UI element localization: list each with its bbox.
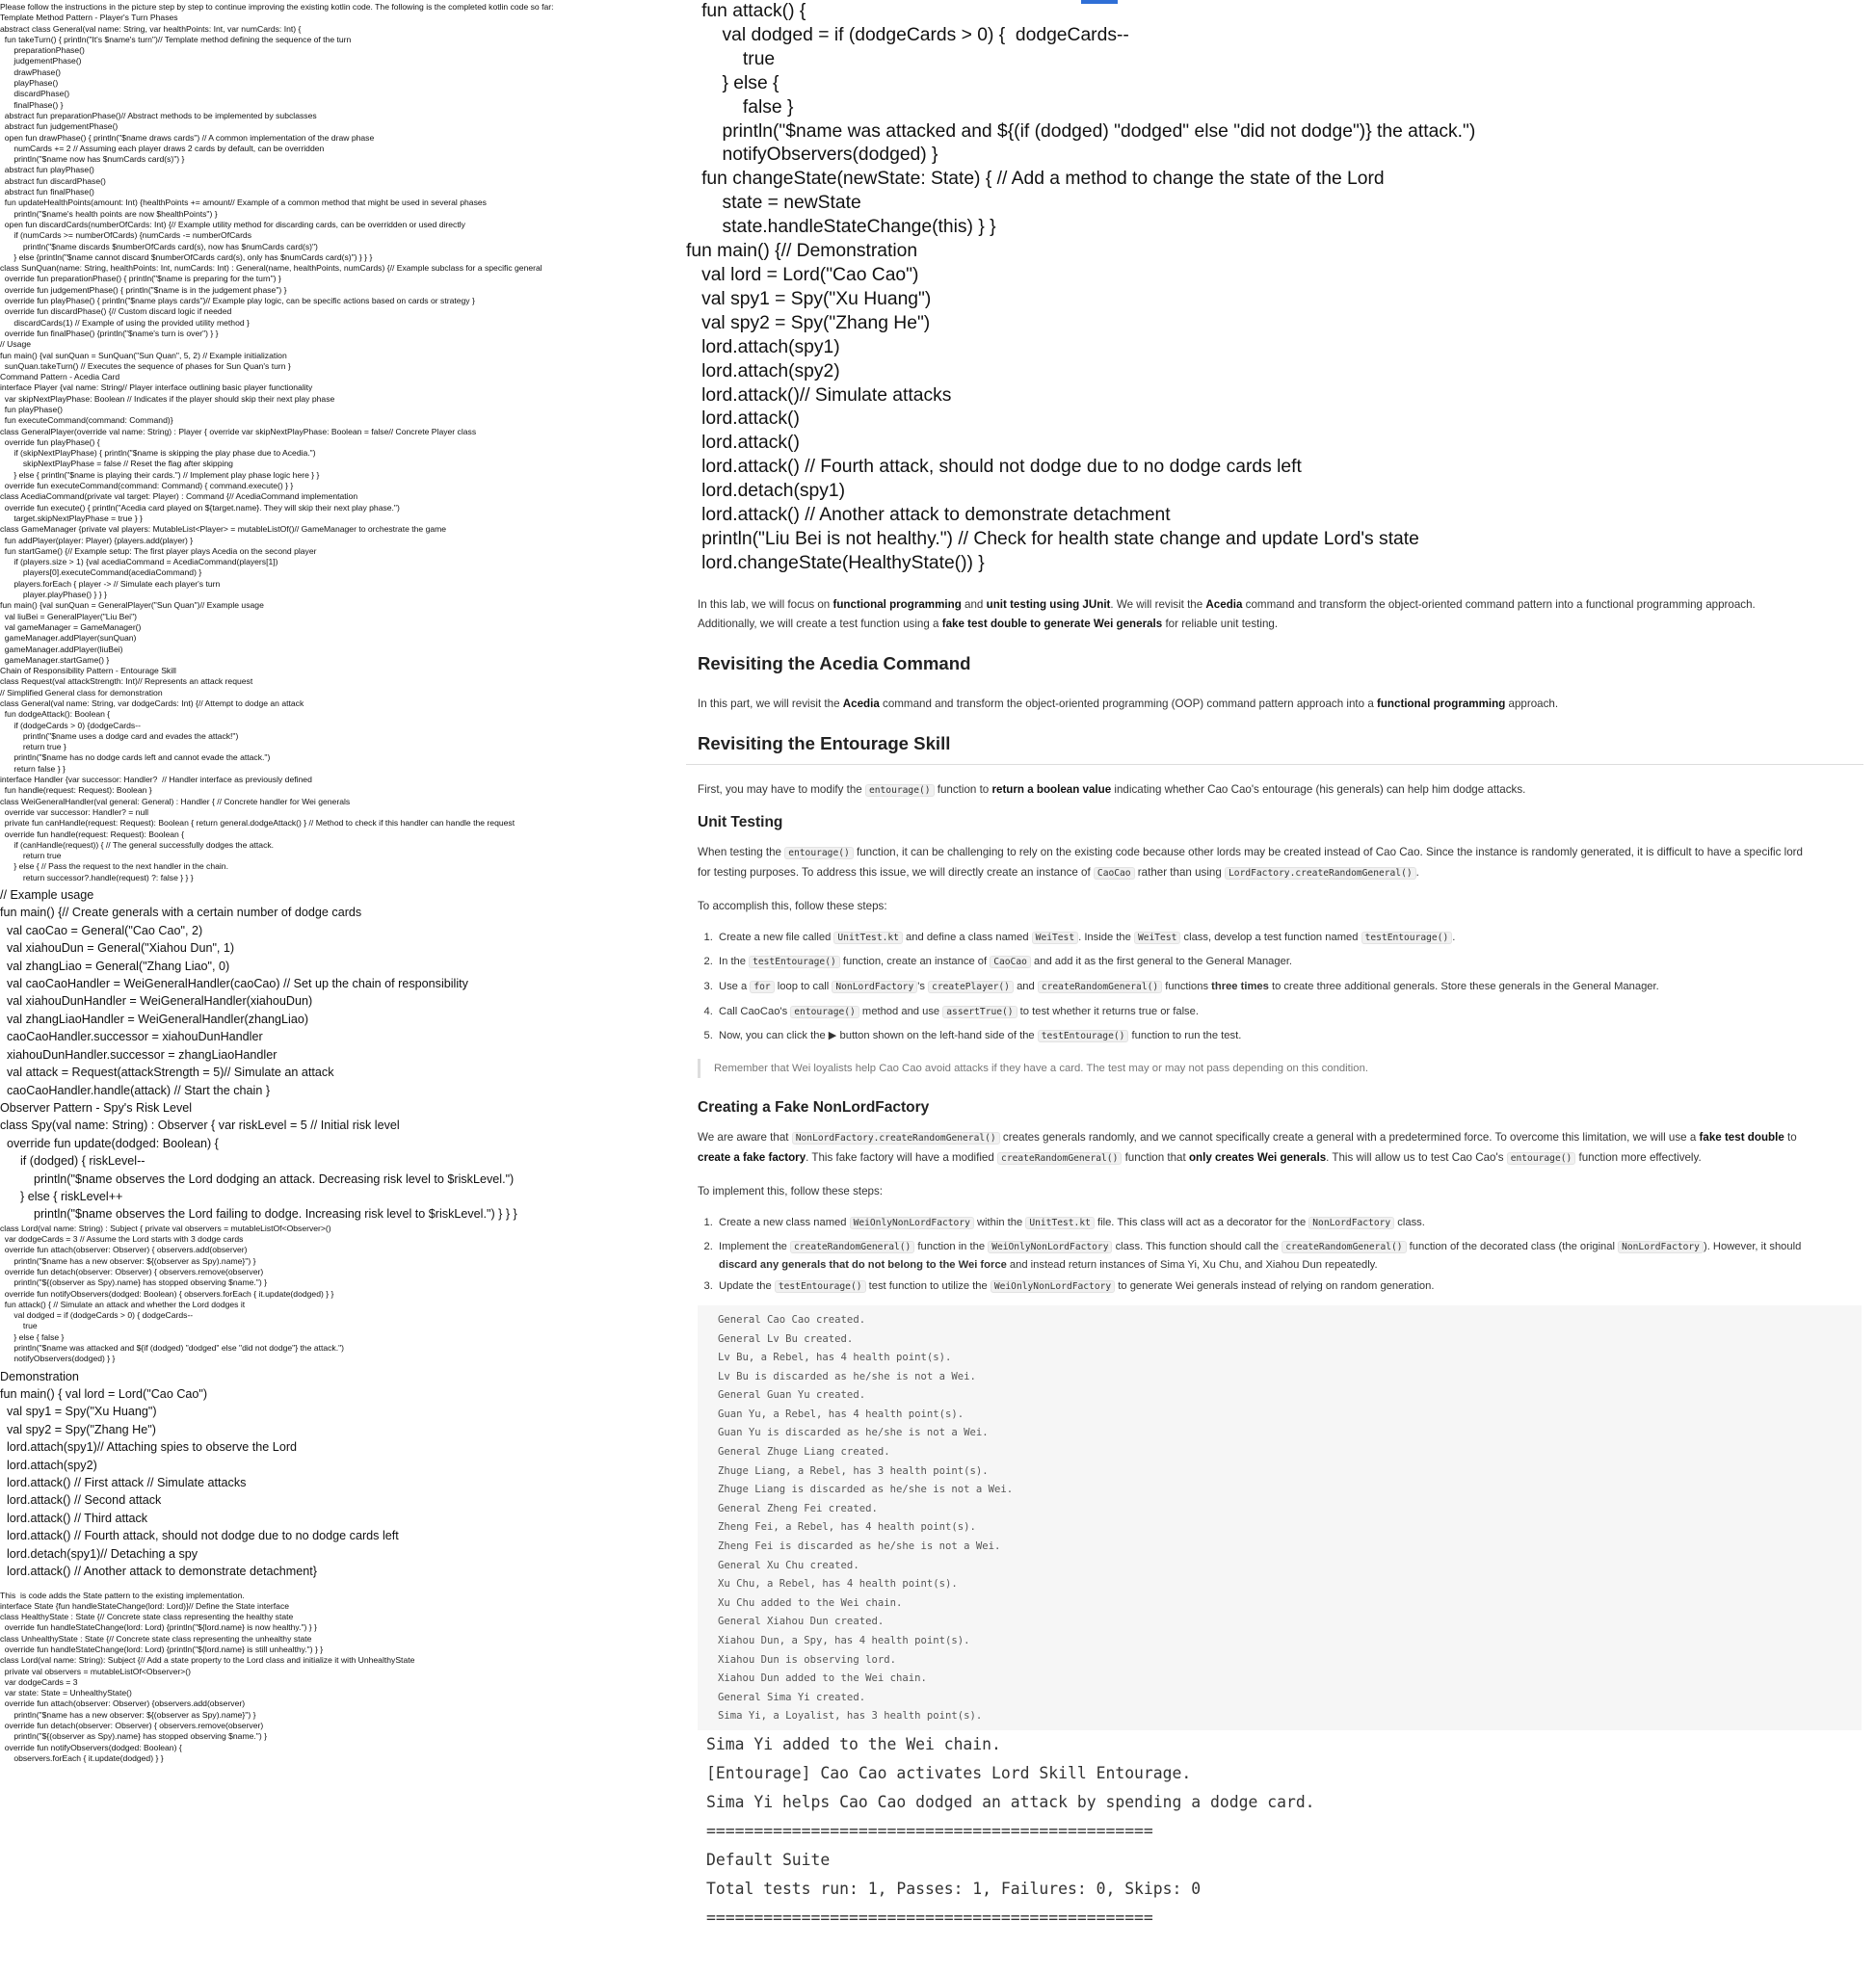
code-line: return successor?.handle(request) ?: false } } } — [0, 872, 194, 882]
list-item: 3. Use a for loop to call NonLordFactory 's createPlayer() and createRandomGeneral() functions three times to create three additional generals. Store these generals in the General Manager. — [716, 975, 1872, 1000]
kotlin-code-block-4 — [0, 1368, 679, 1581]
code-line: class Lord(val name: String) : Subject { private val observers = mutableListOf<Observer>() — [0, 1223, 331, 1233]
code-line: gameManager.startGame() } — [0, 654, 110, 665]
code-line: preparationPhase() — [0, 45, 85, 56]
code-line: override fun attach(observer: Observer) {observers.add(observer) — [0, 1698, 246, 1709]
code-line: interface State {fun handleStateChange(lord: Lord)}// Define the State interface — [0, 1600, 290, 1611]
console-line: General Zheng Fei created. — [718, 1502, 878, 1514]
code-line: if (players.size > 1) {val acediaCommand = AcediaCommand(players[1]) — [0, 557, 278, 567]
code-line: fun main() {val sunQuan = GeneralPlayer("Sun Quan")// Example usage — [0, 600, 264, 611]
unit-testing-steps — [686, 926, 1872, 1049]
code-line: lord.attach(spy1) — [686, 336, 840, 357]
code-line: println("$name's health points are now $healthPoints") } — [0, 208, 218, 219]
output-line: Default Suite — [706, 1850, 831, 1869]
code-line: val spy2 = Spy("Zhang He") — [686, 312, 931, 333]
code-line: Observer Pattern - Spy's Risk Level — [0, 1100, 193, 1115]
code-line: fun main() {// Create generals with a certain number of dodge cards — [0, 906, 362, 920]
output-line: Sima Yi helps Cao Cao dodged an attack by spending a dodge card. — [706, 1792, 1315, 1811]
code-line: judgementPhase() — [0, 56, 82, 66]
list-item: 2. Implement the createRandomGeneral() function in the WeiOnlyNonLordFactory class. This function should call the createRandomGeneral() function of the decorated class (the original NonLordFactory ). However, it should discard any generals that do not belong to the Wei force and instead return instances of Sima Yi, Xu Chu, and Xiahou Dun repeatedly. — [716, 1235, 1872, 1275]
code-line: class HealthyState : State {// Concrete state class representing the healthy state — [0, 1612, 294, 1622]
code-line: val lord = Lord("Cao Cao") — [686, 264, 919, 285]
code-line: println("$name discards $numberOfCards card(s), now has $numCards card(s)") — [0, 241, 318, 251]
code-line: println("$name has no dodge cards left and cannot evade the attack.") — [0, 752, 271, 763]
code-line: lord.attack() — [686, 408, 800, 430]
console-line: Zheng Fei, a Rebel, has 4 health point(s). — [718, 1521, 976, 1534]
code-line: state = newState — [686, 193, 861, 214]
code-line: val xiahouDunHandler = WeiGeneralHandler(xiahouDun) — [0, 994, 313, 1009]
code-line: fun attack() { // Simulate an attack and whether the Lord dodges it — [0, 1299, 246, 1309]
console-line: Xiahou Dun added to the Wei chain. — [718, 1672, 927, 1685]
code-line: val dodged = if (dodgeCards > 0) { dodgeCards-- — [686, 24, 1129, 45]
code-line: state.handleStateChange(this) } } — [686, 217, 996, 238]
code-line: lord.attack() // Third attack — [0, 1511, 148, 1525]
code-line: } else { riskLevel++ — [0, 1189, 123, 1203]
console-line: General Guan Yu created. — [718, 1389, 866, 1402]
console-line: General Zhuge Liang created. — [718, 1446, 890, 1459]
code-line: gameManager.addPlayer(liuBei) — [0, 644, 123, 654]
kotlin-code-block-1 — [0, 2, 679, 883]
code-line: lord.attack() // Fourth attack, should not dodge due to no dodge cards left — [686, 457, 1302, 478]
code-line: var dodgeCards = 3 // Assume the Lord starts with 3 dodge cards — [0, 1234, 244, 1245]
code-line: // Simplified General class for demonstration — [0, 687, 163, 697]
link-highlight[interactable] — [1081, 0, 1118, 17]
code-line: if (dodged) { riskLevel-- — [0, 1154, 145, 1169]
code-line: override fun notifyObservers(dodged: Boolean) { — [0, 1742, 182, 1752]
code-line: println("$name was attacked and ${if (dodged) "dodged" else "did not dodge"} the attack.") — [0, 1343, 345, 1354]
code-line: lord.attack() // Fourth attack, should not dodge due to no dodge cards left — [0, 1529, 399, 1543]
code-line: override fun detach(observer: Observer) { observers.remove(observer) — [0, 1721, 264, 1731]
code-line: override fun handleStateChange(lord: Lord) {println("${lord.name} is still unhealthy.") } } — [0, 1644, 324, 1654]
code-line: notifyObservers(dodged) } } — [0, 1354, 116, 1364]
code-line: false } — [686, 96, 794, 118]
code-line: finalPhase() } — [0, 99, 64, 110]
code-line: class GeneralPlayer(override val name: String) : Player { override var skipNextPlayPhase: Boolean = false// Concrete Player class — [0, 426, 477, 436]
code-line: players[0].executeCommand(acediaCommand) } — [0, 567, 202, 578]
code-line: println("$name has a new observer: ${(observer as Spy).name}") } — [0, 1255, 256, 1266]
list-item: 1. Create a new file called UnitTest.kt and define a class named WeiTest . Inside the WeiTest class, develop a test function named testEntourage() . — [716, 926, 1872, 951]
code-line: notifyObservers(dodged) } — [686, 145, 938, 166]
output-line: =============================================== — [706, 1908, 1153, 1927]
code-line: println("$name has a new observer: ${(observer as Spy).name}") } — [0, 1709, 256, 1720]
code-line: This is code adds the State pattern to the existing implementation. — [0, 1590, 245, 1600]
code-line: lord.attack() // Another attack to demonstrate detachment} — [0, 1565, 318, 1579]
code-line: val caoCao = General("Cao Cao", 2) — [0, 923, 203, 937]
code-line: } else {println("$name cannot discard $numberOfCards card(s), only has $numCards card(s)") } } } — [0, 251, 373, 262]
code-line: fun main() { val lord = Lord("Cao Cao") — [0, 1387, 208, 1402]
code-line: fun startGame() {// Example setup: The first player plays Acedia on the second player — [0, 545, 317, 556]
code-line: discardCards(1) // Example of using the provided utility method } — [0, 317, 250, 328]
list-item: 5. Now, you can click the ▶ button shown on the left-hand side of the testEntourage() function to run the test. — [716, 1024, 1872, 1049]
acedia-paragraph: In this part, we will revisit the Acedia command and transform the object-oriented programming (OOP) command pattern approach into a functional programming approach. — [698, 697, 1559, 710]
unit-follow-steps: To accomplish this, follow these steps: — [698, 899, 887, 912]
code-line: class Request(val attackStrength: Int)// Represents an attack request — [0, 676, 253, 687]
code-line: class Spy(val name: String) : Observer { var riskLevel = 5 // Initial risk level — [0, 1119, 400, 1133]
code-line: var skipNextPlayPhase: Boolean // Indicates if the player should skip their next play phase — [0, 393, 335, 404]
code-line: Command Pattern - Acedia Card — [0, 372, 120, 382]
code-line: abstract fun judgementPhase() — [0, 121, 119, 132]
code-line: fun takeTurn() { println("It's $name's turn")// Template method defining the sequence of the turn — [0, 34, 352, 44]
heading-fake-factory: Creating a Fake NonLordFactory — [698, 1098, 930, 1116]
code-line: lord.attach(spy2) — [0, 1458, 97, 1472]
console-output-block — [698, 1305, 1862, 1730]
left-code-column — [0, 0, 679, 1974]
code-line: lord.attach(spy1)// Attaching spies to observe the Lord — [0, 1440, 298, 1455]
list-item: 4. Call CaoCao's entourage() method and use assertTrue() to test whether it returns true or false. — [716, 1000, 1872, 1025]
kotlin-code-block-5 — [0, 1591, 679, 1765]
code-line: } else { // Pass the request to the next handler in the chain. — [0, 861, 228, 872]
code-line: lord.attach(spy2) — [686, 360, 840, 382]
test-result-output — [706, 1730, 1876, 1933]
code-line: val gameManager = GameManager() — [0, 621, 142, 632]
code-line: Template Method Pattern - Player's Turn Phases — [0, 13, 178, 23]
unit-testing-paragraph: When testing the entourage() function, it can be challenging to rely on the existing code because other lords may be created instead of Cao Cao. Since the instance is randomly generated, it is difficult to have a specific lord for testing purposes. To address this issue, we will directly create an instance of CaoCao rather than using LordFactory.createRandomGeneral() . — [698, 845, 1803, 879]
code-line: abstract fun discardPhase() — [0, 175, 106, 186]
code-line: interface Player {val name: String// Player interface outlining basic player functionality — [0, 382, 313, 393]
code-line: return true } — [0, 742, 66, 752]
code-line: lord.attack() // First attack // Simulate attacks — [0, 1476, 247, 1490]
code-line: override fun notifyObservers(dodged: Boolean) { observers.forEach { it.update(dodged) } } — [0, 1288, 334, 1299]
code-line: if (skipNextPlayPhase) { println("$name is skipping the play phase due to Acedia.") — [0, 448, 316, 459]
code-line: override fun finalPhase() {println("$name's turn is over") } } — [0, 328, 219, 338]
fake-factory-steps — [686, 1211, 1872, 1300]
console-line: General Cao Cao created. — [718, 1313, 866, 1326]
code-line: lord.detach(spy1)// Detaching a spy — [0, 1546, 198, 1561]
code-line: val spy1 = Spy("Xu Huang") — [0, 1405, 157, 1419]
code-line: println("${(observer as Spy).name} has stopped observing $name.") } — [0, 1731, 267, 1742]
code-line: println("$name observes the Lord failing to dodge. Increasing risk level to $riskLevel.") } } } — [0, 1207, 517, 1222]
code-line: abstract fun playPhase() — [0, 165, 94, 175]
fake-follow-steps: To implement this, follow these steps: — [698, 1184, 884, 1198]
code-line: observers.forEach { it.update(dodged) } } — [0, 1752, 164, 1763]
code-line: fun attack() { — [686, 1, 806, 21]
console-line: General Xu Chu created. — [718, 1559, 859, 1571]
code-line: abstract fun finalPhase() — [0, 187, 94, 197]
console-line: Zhuge Liang is discarded as he/she is not a Wei. — [718, 1484, 1014, 1496]
code-line: open fun drawPhase() { println("$name draws cards") // A common implementation of the draw phase — [0, 132, 375, 143]
console-line: Guan Yu is discarded as he/she is not a Wei. — [718, 1427, 989, 1439]
code-line: if (canHandle(request)) { // The general successfully dodges the attack. — [0, 839, 275, 850]
code-line: private fun canHandle(request: Request): Boolean { return general.dodgeAttack() } // Method to check if this handler can handle the request — [0, 818, 515, 829]
code-line: players.forEach { player -> // Simulate each player's turn — [0, 578, 221, 589]
code-line: println("$name now has $numCards card(s)") } — [0, 154, 185, 165]
code-line: override fun playPhase() { — [0, 436, 100, 447]
console-line: General Lv Bu created. — [718, 1332, 854, 1345]
code-line: fun executeCommand(command: Command)} — [0, 415, 173, 426]
code-line: val zhangLiaoHandler = WeiGeneralHandler(zhangLiao) — [0, 1012, 309, 1026]
code-line: fun main() {// Demonstration — [686, 241, 918, 262]
code-line: return false } } — [0, 763, 66, 774]
unit-testing-note: Remember that Wei loyalists help Cao Cao avoid attacks if they have a card. The test may or may not pass depending on this condition. — [698, 1059, 1876, 1078]
output-line: =============================================== — [706, 1821, 1153, 1840]
code-line: lord.changeState(HealthyState()) } — [686, 552, 985, 573]
code-line: lord.detach(spy1) — [686, 481, 846, 502]
code-line: fun updateHealthPoints(amount: Int) {healthPoints += amount// Example of a common method that might be used in several phases — [0, 197, 487, 208]
console-line: General Sima Yi created. — [718, 1691, 866, 1703]
code-line: true — [686, 48, 776, 69]
code-line: fun handle(request: Request): Boolean } — [0, 785, 152, 796]
code-line: discardPhase() — [0, 89, 70, 99]
code-line: class General(val name: String, var dodgeCards: Int) {// Attempt to dodge an attack — [0, 698, 304, 708]
code-line: Demonstration — [0, 1369, 79, 1383]
code-line: class UnhealthyState : State {// Concrete state class representing the unhealthy state — [0, 1633, 312, 1644]
code-line: skipNextPlayPhase = false // Reset the flag after skipping — [0, 459, 233, 469]
code-line: fun main() {val sunQuan = SunQuan("Sun Quan", 5, 2) // Example initialization — [0, 350, 287, 360]
code-line: override fun update(dodged: Boolean) { — [0, 1136, 219, 1150]
code-line: lord.attack()// Simulate attacks — [686, 384, 952, 406]
console-line: General Xiahou Dun created. — [718, 1616, 885, 1628]
code-line: playPhase() — [0, 78, 59, 89]
right-document-column — [686, 0, 1876, 1974]
code-line: Chain of Responsibility Pattern - Entourage Skill — [0, 666, 176, 676]
code-line: override fun judgementPhase() { println("$name is in the judgement phase") } — [0, 284, 287, 295]
code-line: abstract class General(val name: String, var healthPoints: Int, var numCards: Int) { — [0, 23, 302, 34]
code-line: class Lord(val name: String): Subject {// Add a state property to the Lord class and initialize it with UnhealthyState — [0, 1655, 415, 1666]
console-line: Lv Bu, a Rebel, has 4 health point(s). — [718, 1352, 952, 1364]
heading-acedia: Revisiting the Acedia Command — [698, 652, 971, 673]
code-line: fun dodgeAttack(): Boolean { — [0, 709, 111, 720]
code-line: sunQuan.takeTurn() // Executes the sequence of phases for Sun Quan's turn } — [0, 360, 291, 371]
code-line: override fun detach(observer: Observer) { observers.remove(observer) — [0, 1266, 264, 1277]
code-line: println("$name observes the Lord dodging an attack. Decreasing risk level to $riskLevel.") — [0, 1171, 515, 1186]
code-line: lord.attack() — [686, 433, 800, 454]
heading-entourage: Revisiting the Entourage Skill — [686, 733, 1863, 765]
list-item: 3. Update the testEntourage() test function to utilize the WeiOnlyNonLordFactory to generate Wei generals instead of relying on random generation. — [716, 1275, 1872, 1300]
code-line: if (dodgeCards > 0) {dodgeCards-- — [0, 720, 141, 730]
code-line: override fun executeCommand(command: Command) { command.execute() } } — [0, 481, 294, 491]
code-line: } else { println("$name is playing their cards.") // Implement play phase logic here } } — [0, 469, 320, 480]
console-line: Zheng Fei is discarded as he/she is not a Wei. — [718, 1540, 1001, 1553]
code-line: return true — [0, 851, 62, 861]
code-line: val xiahouDun = General("Xiahou Dun", 1) — [0, 941, 235, 956]
code-line: // Usage — [0, 339, 32, 350]
code-line: interface Handler {var successor: Handler? // Handler interface as previously defined — [0, 775, 312, 785]
entourage-paragraph: First, you may have to modify the entourage() function to return a boolean value indicating whether Cao Cao's entourage (his generals) can help him dodge attacks. — [698, 782, 1526, 796]
console-line: Zhuge Liang, a Rebel, has 3 health point(s). — [718, 1464, 989, 1477]
console-line: Guan Yu, a Rebel, has 4 health point(s). — [718, 1408, 964, 1420]
code-line: } else { — [686, 72, 779, 93]
code-line: override fun discardPhase() {// Custom discard logic if needed — [0, 306, 232, 317]
code-line: xiahouDunHandler.successor = zhangLiaoHandler — [0, 1047, 277, 1062]
code-line: val zhangLiao = General("Zhang Liao", 0) — [0, 959, 230, 973]
code-line: fun changeState(newState: State) { // Add a method to change the state of the Lord — [686, 169, 1385, 190]
code-line: } else { false } — [0, 1331, 65, 1342]
code-line: abstract fun preparationPhase()// Abstract methods to be implemented by subclasses — [0, 110, 317, 120]
code-line: override fun handle(request: Request): Boolean { — [0, 829, 185, 839]
kotlin-code-block-2 — [0, 886, 679, 1224]
code-line: numCards += 2 // Assuming each player draws 2 cards by default, can be overridden — [0, 143, 325, 153]
code-line: override var successor: Handler? = null — [0, 806, 149, 817]
code-line: override fun handleStateChange(lord: Lord) {println("${lord.name} is now healthy.") } } — [0, 1622, 317, 1633]
code-line: val spy1 = Spy("Xu Huang") — [686, 288, 932, 309]
code-line: caoCaoHandler.successor = xiahouDunHandler — [0, 1030, 263, 1044]
heading-unit-testing: Unit Testing — [698, 813, 783, 830]
fake-factory-paragraph: We are aware that NonLordFactory.createRandomGeneral() creates generals randomly, and we cannot specifically create a general with a predetermined force. To overcome this limitation, we will use a fake test double to create a fake factory. This fake factory will have a modified createRandomGeneral() function that only creates Wei generals. This will allow us to test Cao Cao's entourage() function more effectively. — [698, 1130, 1797, 1164]
code-line: override fun preparationPhase() { println("$name is preparing for the turn") } — [0, 274, 281, 284]
code-line: class SunQuan(name: String, healthPoints: Int, numCards: Int) : General(name, healthPoints, numCards) {// Example subclass for a specific general — [0, 263, 542, 274]
code-line: val attack = Request(attackStrength = 5)// Simulate an attack — [0, 1066, 334, 1080]
console-line: Xu Chu added to the Wei chain. — [718, 1596, 903, 1609]
code-line: caoCaoHandler.handle(attack) // Start the chain } — [0, 1083, 271, 1097]
code-line: // Example usage — [0, 888, 94, 903]
code-line: true — [0, 1321, 38, 1331]
code-line: lord.attack() // Second attack — [0, 1493, 162, 1508]
code-line: lord.attack() // Another attack to demonstrate detachment — [686, 505, 1171, 526]
code-line: println("Liu Bei is not healthy.") // Check for health state change and update Lord's state — [686, 528, 1419, 549]
output-line: Total tests run: 1, Passes: 1, Failures: 0, Skips: 0 — [706, 1879, 1202, 1898]
code-line: var dodgeCards = 3 — [0, 1676, 78, 1687]
lab-intro-paragraph: In this lab, we will focus on functional programming and unit testing using JUnit. We will revisit the Acedia command and transform the object-oriented command pattern into a functional programming approach. Additionally, we will create a test function using a fake test double to generate Wei generals for reliable unit testing. — [698, 597, 1756, 630]
console-line: Xiahou Dun is observing lord. — [718, 1653, 896, 1666]
code-line: private val observers = mutableListOf<Observer>() — [0, 1666, 191, 1676]
code-line: fun addPlayer(player: Player) {players.add(player) } — [0, 535, 194, 545]
code-line: class AcediaCommand(private val target: Player) : Command {// AcediaCommand implementation — [0, 491, 358, 502]
code-line: val dodged = if (dodgeCards > 0) { dodgeCards-- — [0, 1310, 194, 1321]
code-line: println("${(observer as Spy).name} has stopped observing $name.") } — [0, 1277, 267, 1288]
code-line: drawPhase() — [0, 66, 62, 77]
code-line: target.skipNextPlayPhase = true } } — [0, 513, 143, 523]
code-line: println("$name uses a dodge card and evades the attack!") — [0, 730, 239, 741]
output-line: Sima Yi added to the Wei chain. — [706, 1734, 1001, 1753]
console-line: Sima Yi, a Loyalist, has 3 health point(s). — [718, 1710, 983, 1723]
code-line: val caoCaoHandler = WeiGeneralHandler(caoCao) // Set up the chain of responsibility — [0, 977, 468, 991]
kotlin-code-continued — [686, 0, 1876, 576]
code-line: player.playPhase() } } } — [0, 590, 107, 600]
code-line: override fun playPhase() { println("$name plays cards")// Example play logic, can be specific actions based on cards or strategy } — [0, 296, 475, 306]
code-line: override fun attach(observer: Observer) { observers.add(observer) — [0, 1245, 248, 1255]
code-line: override fun execute() { println("Acedia card played on ${target.name}. They will skip their next play phase.") — [0, 502, 400, 513]
code-line: var state: State = UnhealthyState() — [0, 1688, 132, 1698]
kotlin-code-block-3 — [0, 1224, 679, 1365]
code-line: val liuBei = GeneralPlayer("Liu Bei") — [0, 611, 137, 621]
console-line: Lv Bu is discarded as he/she is not a Wei. — [718, 1370, 976, 1382]
code-line: println("$name was attacked and ${(if (dodged) "dodged" else "did not dodge")} the attack.") — [686, 120, 1476, 142]
list-item: 2. In the testEntourage() function, create an instance of CaoCao and add it as the first general to the General Manager. — [716, 950, 1872, 975]
code-line: class WeiGeneralHandler(val general: General) : Handler { // Concrete handler for Wei generals — [0, 796, 351, 806]
console-line: Xu Chu, a Rebel, has 4 health point(s). — [718, 1578, 958, 1591]
output-line: [Entourage] Cao Cao activates Lord Skill Entourage. — [706, 1763, 1192, 1782]
code-line: fun playPhase() — [0, 404, 63, 414]
console-line: Xiahou Dun, a Spy, has 4 health point(s). — [718, 1635, 970, 1646]
list-item: 1. Create a new class named WeiOnlyNonLordFactory within the UnitTest.kt file. This class will act as a decorator for the NonLordFactory class. — [716, 1211, 1872, 1236]
code-line: class GameManager {private val players: MutableList<Player> = mutableListOf()// GameManager to orchestrate the game — [0, 524, 447, 535]
code-line: val spy2 = Spy("Zhang He") — [0, 1422, 156, 1436]
code-line: Please follow the instructions in the picture step by step to continue improving the existing kotlin code. The following is the completed kotlin code so far: — [0, 2, 554, 12]
code-line: if (numCards >= numberOfCards) {numCards -= numberOfCards — [0, 230, 252, 241]
code-line: gameManager.addPlayer(sunQuan) — [0, 633, 137, 644]
code-line: open fun discardCards(numberOfCards: Int) {// Example utility method for discarding cards, can be overridden or used directly — [0, 219, 465, 229]
